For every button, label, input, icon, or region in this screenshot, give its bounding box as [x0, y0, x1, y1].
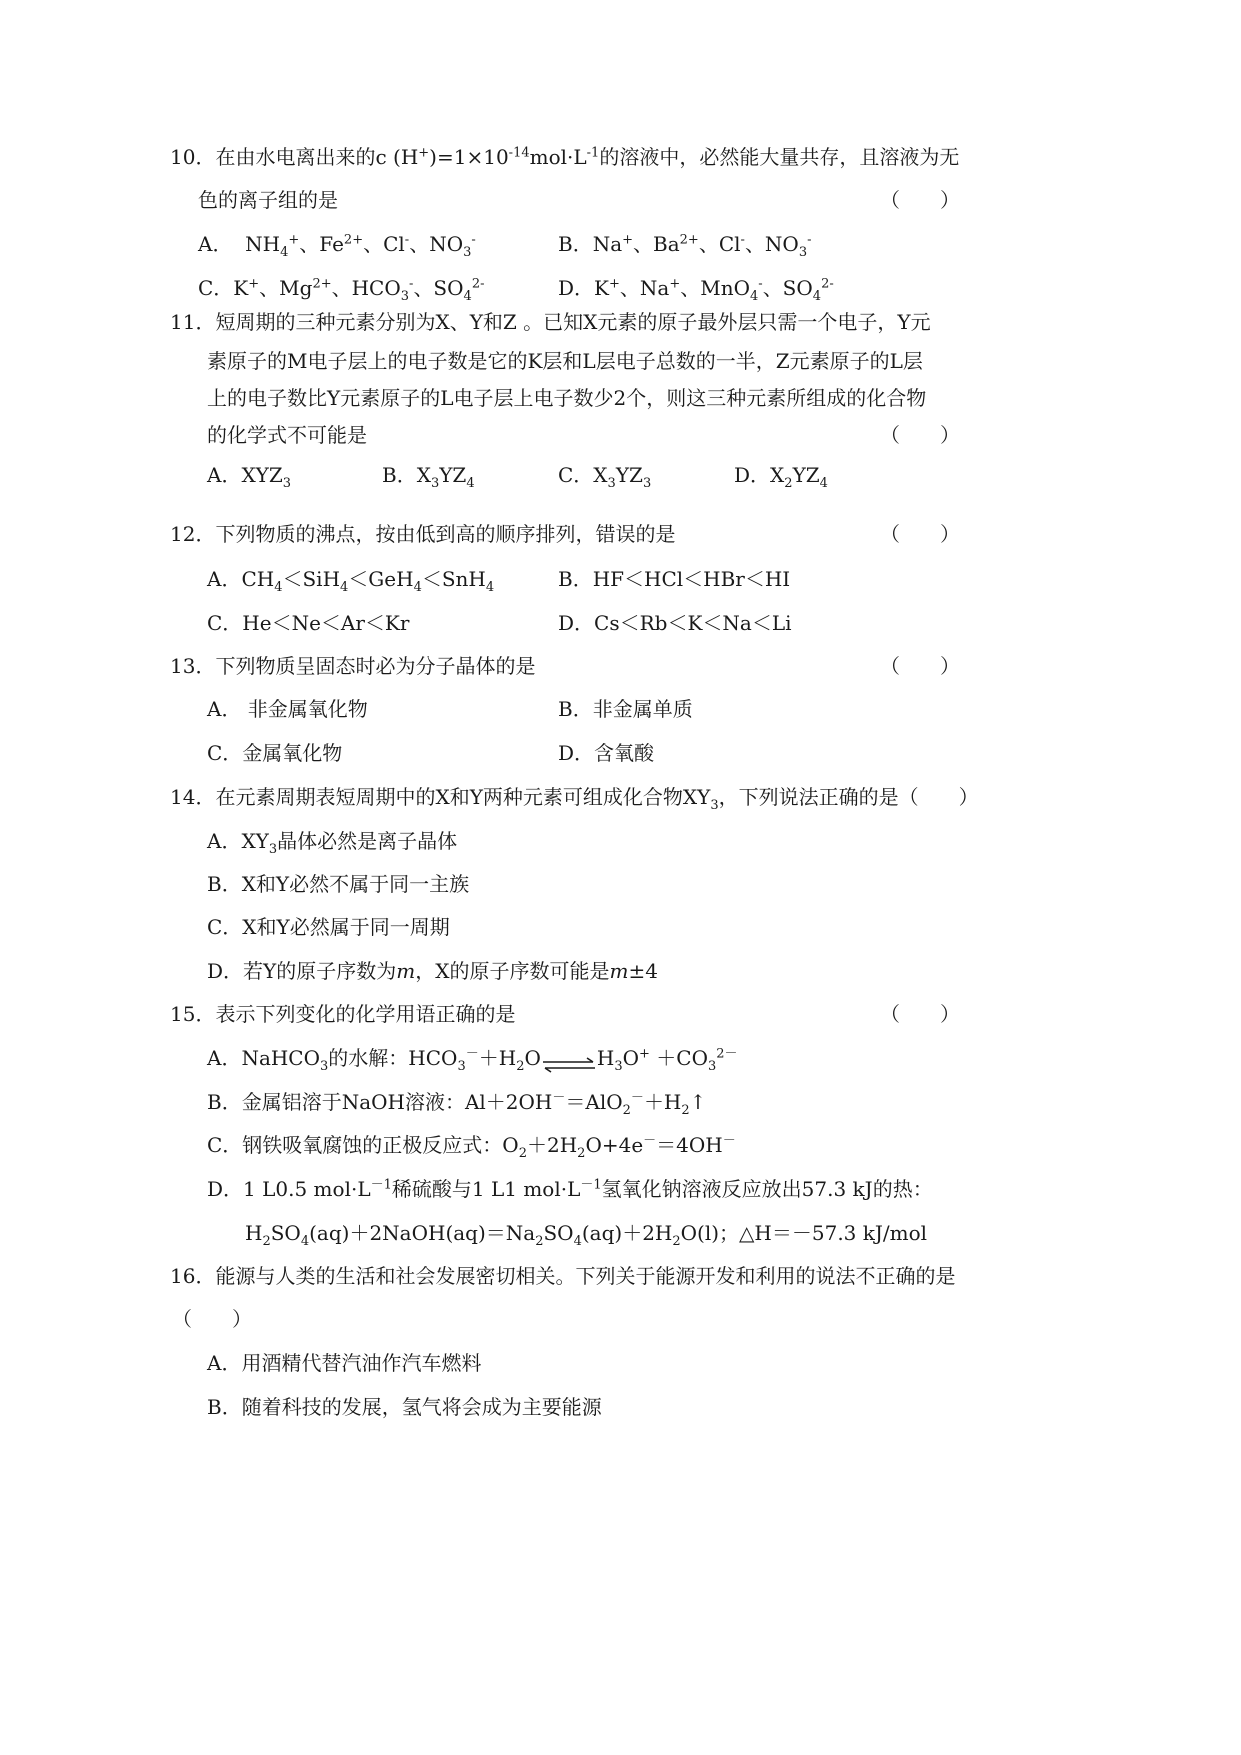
q12-option-c[interactable]: C．He＜Ne＜Ar＜Kr — [207, 611, 410, 635]
q11-option-d[interactable]: D．$X_2YZ_4$ — [734, 463, 828, 491]
q11-line3: 上的电子数比Y元素原子的L电子层上电子数少2个，则这三种元素所组成的化合物 — [207, 386, 927, 410]
q13-line1: 13．下列物质呈固态时必为分子晶体的是 — [170, 654, 536, 678]
q15-option-c[interactable]: C．钢铁吸氧腐蚀的正极反应式：$O_2+2H_2O+4e^-=4OH^-$ — [207, 1133, 736, 1161]
q16-option-b[interactable]: B．随着科技的发展，氢气将会成为主要能源 — [207, 1395, 602, 1419]
q11-line4: 的化学式不可能是 — [207, 423, 367, 447]
q10-option-c[interactable]: C．K+、$Mg^{2+}$、$HCO_3^-$、$SO_4^{2-}$ — [198, 276, 485, 304]
q12-option-d[interactable]: D．Cs＜Rb＜K＜Na＜Li — [558, 611, 792, 635]
q11-number: 11． — [170, 310, 216, 334]
q13-number: 13． — [170, 654, 216, 678]
q14-number: 14． — [170, 785, 216, 809]
q15-option-d-equation: $H_2SO_4(aq)+2NaOH(aq)=Na_2SO_4(aq)+2H_2O(l)$；△H＝－57.3 kJ/mol — [245, 1221, 928, 1249]
q16-number: 16． — [170, 1264, 216, 1288]
q13-option-c[interactable]: C．金属氧化物 — [207, 741, 343, 765]
q16-option-a[interactable]: A．用酒精代替汽油作汽车燃料 — [207, 1351, 482, 1375]
q10-line2: 色的离子组的是 — [198, 188, 338, 212]
q13-option-b[interactable]: B．非金属单质 — [558, 697, 693, 721]
q14-option-b[interactable]: B．X和Y必然不属于同一主族 — [207, 872, 470, 896]
q11-option-b[interactable]: B．$X_3YZ_4$ — [382, 463, 475, 491]
q10-option-d[interactable]: D．K+、Na+、MnO$_4$-、$SO_4^{2-}$ — [558, 276, 834, 304]
q11-option-a[interactable]: A．$XYZ_3$ — [207, 463, 292, 491]
q15-answer-blank[interactable]: （ ） — [880, 1002, 960, 1026]
q11-line2: 素原子的M电子层上的电子数是它的K层和L层电子总数的一半，Z元素原子的L层 — [207, 349, 923, 373]
q12-option-a[interactable]: A．$CH_4<SiH_4<GeH_4<SnH_4$ — [207, 567, 495, 595]
q12-number: 12． — [170, 522, 216, 546]
q15-option-a[interactable]: A．NaHCO$_3$的水解：$HCO_3^-+H_2O$ $H_3O^+ +CO_3^{2-}$ — [207, 1046, 738, 1074]
q14-line1: 14．在元素周期表短周期中的X和Y两种元素可组成化合物$XY_3$，下列说法正确的是（ ） — [170, 785, 979, 813]
q12-answer-blank[interactable]: （ ） — [880, 522, 960, 546]
q14-option-d[interactable]: D．若Y的原子序数为m，X的原子序数可能是m±4 — [207, 959, 658, 983]
q12-line1: 12．下列物质的沸点，按由低到高的顺序排列，错误的是 — [170, 522, 676, 546]
q16-answer-blank[interactable]: （ ） — [172, 1307, 252, 1331]
q13-answer-blank[interactable]: （ ） — [880, 654, 960, 678]
q11-option-c[interactable]: C．$X_3YZ_3$ — [558, 463, 652, 491]
q10-number: 10． — [170, 145, 216, 169]
q15-line1: 15．表示下列变化的化学用语正确的是 — [170, 1002, 516, 1026]
q10-line1: 10．在由水电离出来的c $(H^+)=1\times 10^{-14}mol\cdot L^{-1}$的溶液中，必然能大量共存，且溶液为无 — [170, 145, 960, 169]
q14-option-a[interactable]: A．$XY_3$晶体必然是离子晶体 — [207, 829, 458, 857]
q12-option-b[interactable]: B．HF＜HCl＜HBr＜HI — [558, 567, 791, 591]
q15-option-d[interactable]: D．1 L0.5 $mol\cdot L^{-1}$稀硫酸与1 L1 $mol\cdot L^{-1}$氢氧化钠溶液反应放出57.3 kJ的热： — [207, 1177, 933, 1201]
q15-number: 15． — [170, 1002, 216, 1026]
q11-answer-blank[interactable]: （ ） — [880, 423, 960, 447]
equilibrium-arrow-icon — [541, 1052, 597, 1068]
q11-line1: 11．短周期的三种元素分别为X、Y和Z 。已知X元素的原子最外层只需一个电子，Y元 — [170, 310, 931, 334]
q10-option-b[interactable]: B．Na+、$Ba^{2+}$、Cl-、$NO_3^-$ — [558, 232, 812, 260]
q13-option-d[interactable]: D．含氧酸 — [558, 741, 655, 765]
q13-option-a[interactable]: A． 非金属氧化物 — [207, 697, 368, 721]
q14-option-c[interactable]: C．X和Y必然属于同一周期 — [207, 915, 450, 939]
q16-line1: 16．能源与人类的生活和社会发展密切相关。下列关于能源开发和利用的说法不正确的是 — [170, 1264, 956, 1288]
q10-option-a[interactable]: A． $NH_4^+$、$Fe^{2+}$、Cl-、$NO_3^-$ — [198, 232, 476, 260]
q10-answer-blank[interactable]: （ ） — [880, 188, 960, 212]
q15-option-b[interactable]: B．金属铝溶于NaOH溶液：$Al+2OH^-=AlO_2^-+H_2↑$ — [207, 1090, 707, 1118]
